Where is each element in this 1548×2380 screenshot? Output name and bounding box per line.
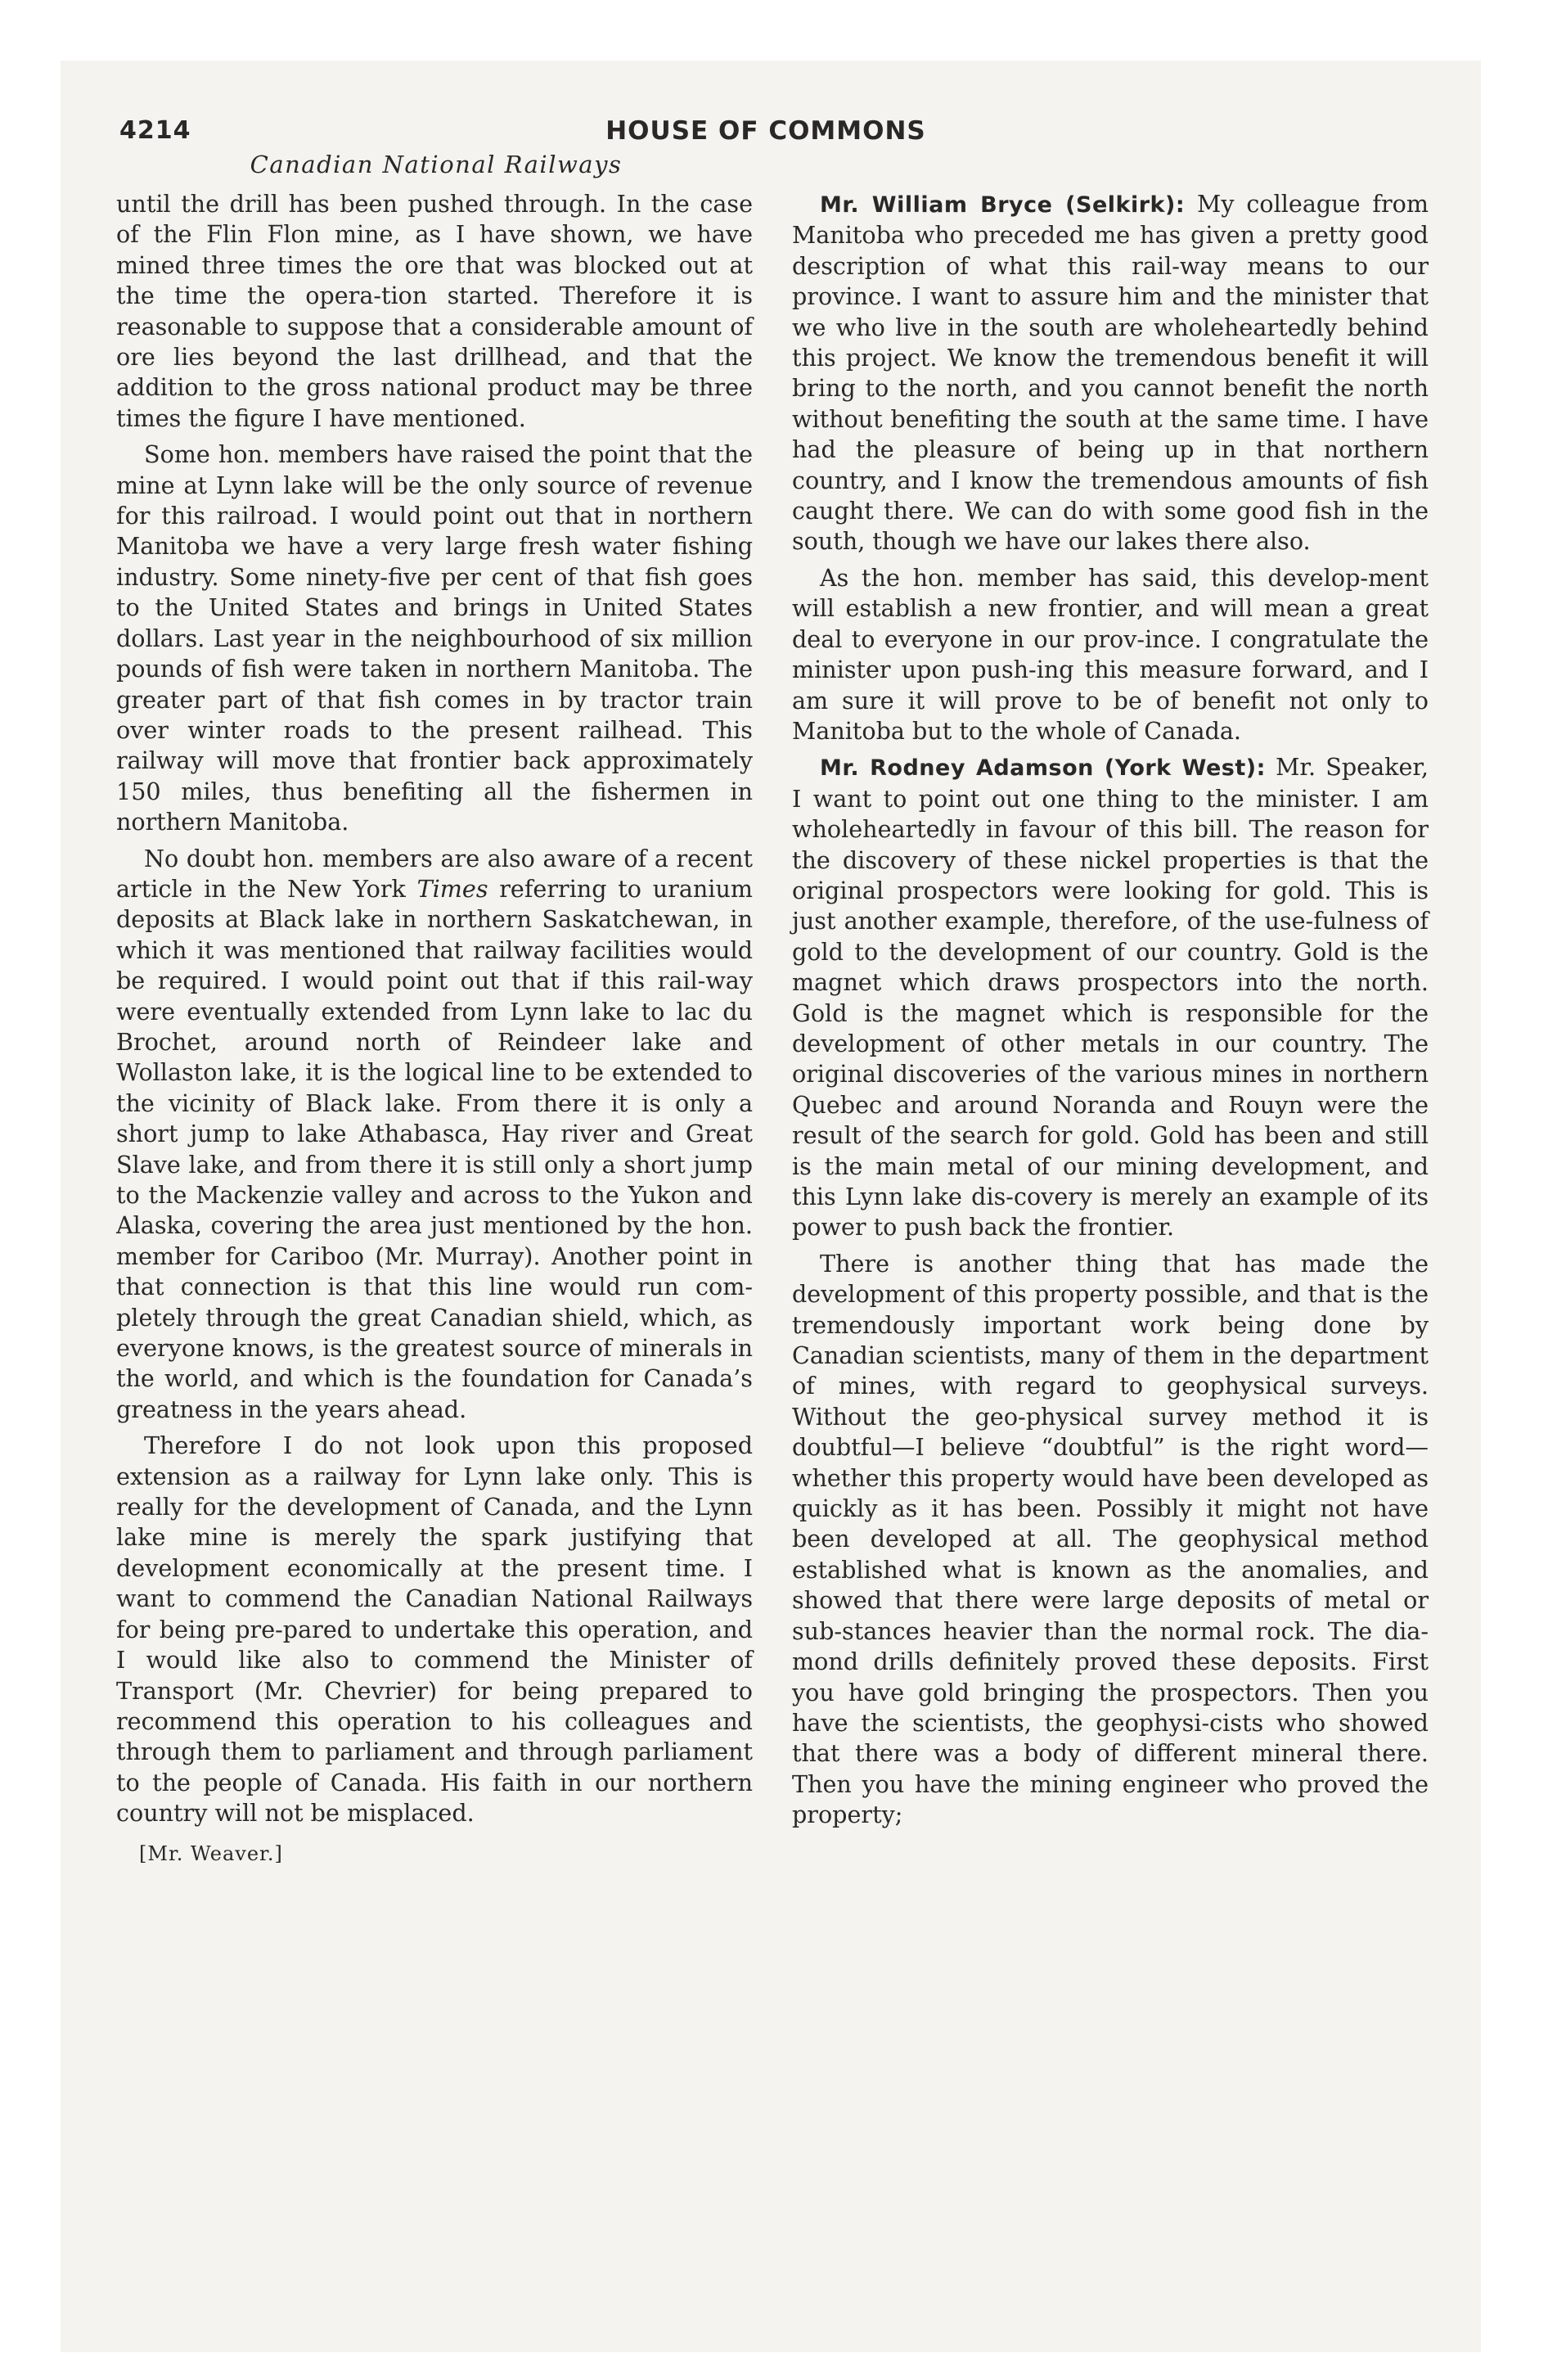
newspaper-title: Times — [416, 874, 488, 903]
right-paragraph-1-text: My colleague from Manitoba who preceded me has given a pretty good description of what this rail-way means to our province. I want to assure him and the minister that we who live in the south are wholeheartedly behind this project. We know the tremendous benefit it will bring to the north, and you cannot benefit the north without benefiting the south at the same time. I have had the pleasure of being up in that northern country, and I know the tremendous amounts of fish caught there. We can do with some good fish in the south, though we have our lakes there also. — [792, 190, 1429, 556]
speaker-attribution: [Mr. Weaver.] — [139, 1841, 283, 1865]
left-paragraph-1: until the drill has been pushed through. In the case of the Flin Flon mine, as I have shown, we have mined three times the ore that was blocked out at the time the opera-tion started. Therefore it is reasonable to suppose that a considerable amount of ore lies beyond the last drillhead, and that the addition to the gross national product may be three times the figure I have mentioned. — [116, 190, 753, 432]
left-paragraph-3 — [116, 844, 753, 1426]
right-paragraph-2: As the hon. member has said, this develop-ment will establish a new frontier, and will mean a great deal to everyone in our prov-ince. I congratulate the minister upon push-ing this measure forward, and I am sure it will prove to be of benefit not only to Manitoba but to the whole of Canada. — [792, 563, 1429, 745]
right-paragraph-1 — [792, 189, 1429, 557]
left-paragraph-2: Some hon. members have raised the point that the mine at Lynn lake will be the only source of revenue for this railroad. I would point out that in northern Manitoba we have a very large fresh water fishing industry. Some ninety-five per cent of that fish goes to the United States and brings in United States dollars. Last year in the neighbourhood of six million pounds of fish were taken in northern Manitoba. The greater part of that fish comes in by tractor train over winter roads to the present railhead. This railway will move that frontier back approximately 150 miles, thus benefiting all the fishermen in northern Manitoba. — [116, 440, 753, 836]
left-column — [116, 189, 753, 1869]
right-paragraph-4: There is another thing that has made the development of this property possible, and that is the tremendously important work being done by Canadian scientists, many of them in the department of mines, with regard to geophysical surveys. Without the geo-physical survey method it is doubtful—I believe “doubtful” is the right word—whether this property would have been developed as quickly as it has been. Possibly it might not have been developed at all. The geophysical method established what is known as the anomalies, and showed that there were large deposits of metal or sub-stances heavier than the normal rock. The dia-mond drills definitely proved these deposits. First you have gold bringing the prospectors. Then you have the scientists, the geophysi-cists who showed that there was a body of different mineral there. Then you have the mining engineer who proved the property; — [792, 1249, 1429, 1829]
left-paragraph-3-end: referring to uranium deposits at Black lake in northern Saskatchewan, in which it was mentioned that railway facilities would be required. I would point out that if this rail-way were eventually extended from Lynn lake to lac du Brochet, around north of Reindeer lake and Wollaston lake, it is the logical line to be extended to the vicinity of Black lake. From there it is only a short jump to lake Athabasca, Hay river and Great Slave lake, and from there it is still only a short jump to the Mackenzie valley and across to the Yukon and Alaska, covering the area just mentioned by the hon. member for Cariboo (Mr. Murray). Another point in that connection is that this line would run com-pletely through the great Canadian shield, which, as everyone knows, is the greatest source of minerals in the world, and which is the foundation for Canada’s greatness in the years ahead. — [116, 874, 753, 1423]
running-head: Canadian National Railways — [250, 151, 623, 178]
speaker-name-bryce: Mr. William Bryce (Selkirk): — [820, 192, 1186, 218]
page-number: 4214 — [119, 116, 191, 145]
right-paragraph-3 — [792, 752, 1429, 1243]
speaker-name-adamson: Mr. Rodney Adamson (York West): — [820, 755, 1266, 782]
right-column — [792, 189, 1429, 1837]
left-paragraph-4: Therefore I do not look upon this proposed extension as a railway for Lynn lake only. This is really for the development of Canada, and the Lynn lake mine is merely the spark justifying that development economically at the present time. I want to commend the Canadian National Railways for being pre-pared to undertake this operation, and I would like also to commend the Minister of Transport (Mr. Chevrier) for being prepared to recommend this operation to his colleagues and through them to parliament and through parliament to the people of Canada. His faith in our northern country will not be misplaced. — [116, 1431, 753, 1828]
left-paragraph-3-start: No doubt hon. members are also aware of a recent article in the New York — [116, 844, 753, 903]
right-paragraph-3-text: Mr. Speaker, I want to point out one thing to the minister. I am wholeheartedly in favour of this bill. The reason for the discovery of these nickel properties is that the original prospectors were looking for gold. This is just another example, therefore, of the use-fulness of gold to the development of our country. Gold is the magnet which draws prospectors into the north. Gold is the magnet which is responsible for the development of other metals in our country. The original discoveries of the various mines in northern Quebec and around Noranda and Rouyn were the result of the search for gold. Gold has been and still is the main metal of our mining development, and this Lynn lake dis-covery is merely an example of its power to push back the frontier. — [792, 753, 1429, 1242]
page-title: HOUSE OF COMMONS — [605, 116, 926, 146]
